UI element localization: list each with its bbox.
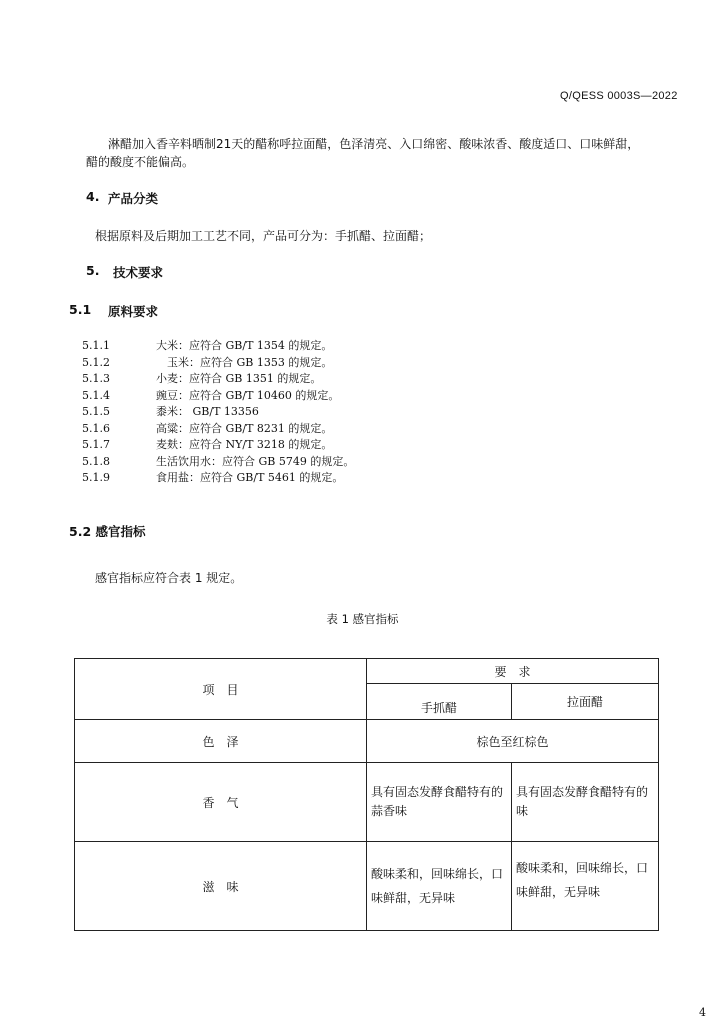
table-row [75, 720, 659, 763]
section-5-2-text: 感官指标应符合表 1 规定。 [95, 571, 243, 585]
list-item-text: 食用盐：应符合 GB/T 5461 的规定。 [156, 471, 344, 484]
row-item-cell: 香 气 [75, 763, 367, 842]
header-requirement-cell: 要 求 [367, 659, 659, 684]
list-item-number: 5.1.1 [82, 339, 110, 352]
list-item-text: 黍米： GB/T 13356 [156, 405, 259, 418]
section-5-1-number: 5.1 [69, 302, 92, 317]
list-item-number: 5.1.7 [82, 438, 110, 451]
intro-paragraph-line-2: 醋的酸度不能偏高。 [86, 155, 195, 169]
list-item-text: 豌豆：应符合 GB/T 10460 的规定。 [156, 388, 340, 402]
row-cell-b: 具有固态发酵食醋特有的味 [512, 763, 659, 842]
row-cell-a: 具有固态发酵食醋特有的蒜香味 [367, 763, 512, 842]
list-item-text: 小麦：应符合 GB 1351 的规定。 [156, 372, 322, 385]
header-col-lamiancu: 拉面醋 [512, 684, 659, 720]
section-5-number: 5. [86, 263, 100, 278]
table-row [75, 763, 659, 842]
section-4-text: 根据原料及后期加工工艺不同，产品可分为：手抓醋、拉面醋； [95, 229, 432, 243]
table-row [75, 842, 659, 931]
list-item-text: 大米：应符合 GB/T 1354 的规定。 [156, 339, 333, 352]
list-item-text: 高粱：应符合 GB/T 8231 的规定。 [156, 421, 333, 435]
table-caption: 表 1 感官指标 [326, 612, 399, 626]
list-item-text: 麦麸：应符合 NY/T 3218 的规定。 [156, 438, 333, 451]
document-code: Q/QESS 0003S—2022 [560, 90, 678, 102]
row-item-cell: 滋 味 [75, 842, 367, 931]
list-item-number: 5.1.2 [82, 355, 110, 369]
list-item-number: 5.1.6 [82, 421, 110, 435]
page-number: 4 [699, 1006, 706, 1019]
section-5-2-title: 5.2 感官指标 [69, 524, 146, 539]
sensory-table [74, 658, 659, 931]
section-5-title: 技术要求 [113, 265, 164, 280]
row-cell-b: 酸味柔和，回味绵长，口味鲜甜，无异味 [512, 842, 659, 931]
section-4-number: 4. [86, 189, 100, 204]
header-item-cell: 项 目 [75, 659, 367, 720]
list-item-number: 5.1.8 [82, 454, 110, 468]
section-4-title: 产品分类 [108, 191, 159, 206]
list-item-text: 生活饮用水：应符合 GB 5749 的规定。 [156, 454, 355, 468]
table-header-row [75, 659, 659, 684]
section-5-1-title: 原料要求 [108, 304, 159, 319]
intro-paragraph-line-1: 淋醋加入香辛料晒制21天的醋称呼拉面醋，色泽清亮、入口绵密、酸味浓香、酸度适口、口味鲜甜， [108, 137, 640, 151]
header-col-shouzhuacu: 手抓醋 [367, 684, 512, 720]
row-merged-cell: 棕色至红棕色 [367, 720, 659, 763]
list-item-number: 5.1.9 [82, 471, 110, 484]
row-cell-a: 酸味柔和，回味绵长，口味鲜甜，无异味 [367, 842, 512, 931]
list-item-number: 5.1.4 [82, 388, 110, 402]
row-item-cell: 色 泽 [75, 720, 367, 763]
list-item-text: 玉米：应符合 GB 1353 的规定。 [156, 355, 333, 369]
list-item-number: 5.1.5 [82, 405, 110, 418]
list-item-number: 5.1.3 [82, 372, 110, 385]
